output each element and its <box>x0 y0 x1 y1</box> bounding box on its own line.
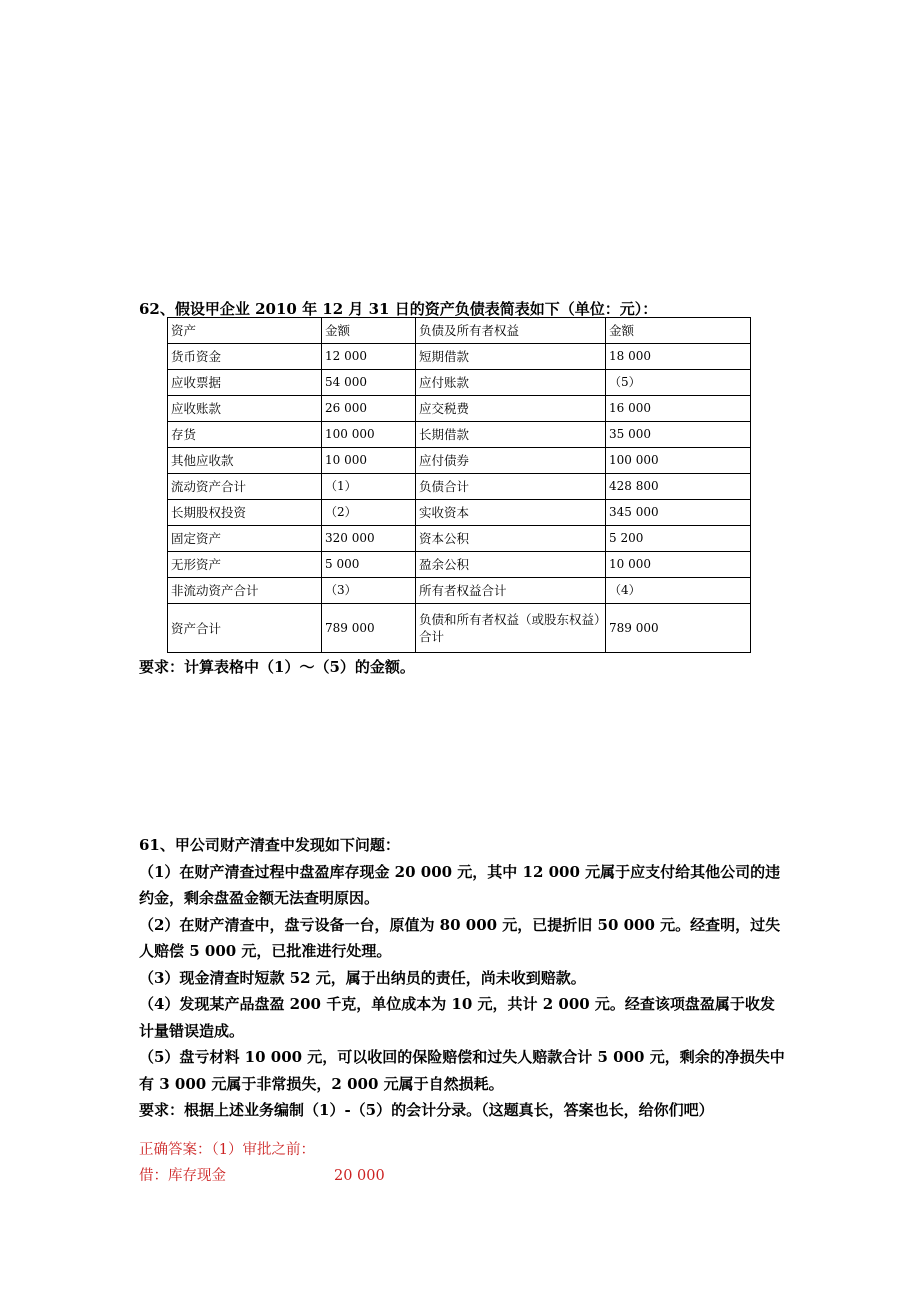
table-cell: （2） <box>322 500 416 526</box>
header-cell: 资产 <box>168 318 322 344</box>
table-cell: 应付账款 <box>416 370 606 396</box>
table-row <box>168 370 751 396</box>
table-cell: （3） <box>322 578 416 604</box>
table-cell: 无形资产 <box>168 552 322 578</box>
table-row <box>168 552 751 578</box>
table-cell: 428 800 <box>606 474 751 500</box>
journal-entry-line <box>139 1163 385 1189</box>
table-header-row <box>168 318 751 344</box>
table-cell: 实收资本 <box>416 500 606 526</box>
table-cell: 其他应收款 <box>168 448 322 474</box>
table-cell: 应收票据 <box>168 370 322 396</box>
table-row <box>168 578 751 604</box>
table-cell: 固定资产 <box>168 526 322 552</box>
table-cell: 所有者权益合计 <box>416 578 606 604</box>
header-cell: 金额 <box>322 318 416 344</box>
question-61-item: （2）在财产清查中，盘亏设备一台，原值为 80 000 元，已提折旧 50 000 元。经查明，过失人赔偿 5 000 元，已批准进行处理。 <box>139 915 781 960</box>
table-cell: 资产合计 <box>168 604 322 653</box>
table-cell: 应交税费 <box>416 396 606 422</box>
question-61-item: （5）盘亏材料 10 000 元，可以收回的保险赔偿和过失人赔款合计 5 000 元，剩余的净损失中有 3 000 元属于非常损失，2 000 元属于自然损耗。 <box>139 1048 785 1093</box>
table-cell: （4） <box>606 578 751 604</box>
answer-heading: 正确答案：（1）审批之前： <box>139 1142 315 1158</box>
question-62-title: 62、假设甲企业 2010 年 12 月 31 日的资产负债表简表如下（单位：元）： <box>139 300 658 318</box>
table-cell: 5 200 <box>606 526 751 552</box>
table-cell: 流动资产合计 <box>168 474 322 500</box>
journal-entry-account: 借：库存现金 <box>139 1168 226 1184</box>
header-cell: 负债及所有者权益 <box>416 318 606 344</box>
question-61-title: 61、甲公司财产清查中发现如下问题： <box>139 836 400 854</box>
table-cell: 16 000 <box>606 396 751 422</box>
table-cell: 长期股权投资 <box>168 500 322 526</box>
table-cell: 应付债券 <box>416 448 606 474</box>
question-61-item: （3）现金清查时短款 52 元，属于出纳员的责任，尚未收到赔款。 <box>139 968 586 987</box>
table-cell: 100 000 <box>606 448 751 474</box>
table-cell: 12 000 <box>322 344 416 370</box>
question-61-item: （1）在财产清查过程中盘盈库存现金 20 000 元，其中 12 000 元属于应支付给其他公司的违约金，剩余盘盈金额无法查明原因。 <box>139 862 781 907</box>
table-cell: 负债合计 <box>416 474 606 500</box>
table-cell: 10 000 <box>606 552 751 578</box>
table-cell: 789 000 <box>322 604 416 653</box>
table-cell: 26 000 <box>322 396 416 422</box>
table-row <box>168 604 751 653</box>
table-cell: 应收账款 <box>168 396 322 422</box>
table-cell: 789 000 <box>606 604 751 653</box>
question-61 <box>139 832 789 1124</box>
table-cell: （5） <box>606 370 751 396</box>
table-row <box>168 500 751 526</box>
table-cell: 资本公积 <box>416 526 606 552</box>
table-cell: 100 000 <box>322 422 416 448</box>
balance-sheet-table <box>167 317 751 653</box>
table-cell: 10 000 <box>322 448 416 474</box>
journal-entry-amount: 20 000 <box>334 1168 385 1184</box>
table-cell: 存货 <box>168 422 322 448</box>
table-cell: 345 000 <box>606 500 751 526</box>
table-row <box>168 448 751 474</box>
question-61-requirement: 要求：根据上述业务编制（1）-（5）的会计分录。（这题真长，答案也长，给你们吧） <box>139 1101 714 1119</box>
table-cell: 非流动资产合计 <box>168 578 322 604</box>
table-row <box>168 526 751 552</box>
table-cell: 320 000 <box>322 526 416 552</box>
table-row <box>168 422 751 448</box>
table-cell: 5 000 <box>322 552 416 578</box>
table-cell: 货币资金 <box>168 344 322 370</box>
table-cell: 负债和所有者权益（或股东权益）合计 <box>416 604 606 653</box>
question-61-item: （4）发现某产品盘盈 200 千克，单位成本为 10 元，共计 2 000 元。经查该项盘盈属于收发计量错误造成。 <box>139 995 775 1040</box>
table-row <box>168 344 751 370</box>
table-cell: 35 000 <box>606 422 751 448</box>
table-cell: 短期借款 <box>416 344 606 370</box>
header-cell: 金额 <box>606 318 751 344</box>
answer-section <box>139 1137 385 1189</box>
table-row <box>168 474 751 500</box>
table-cell: 长期借款 <box>416 422 606 448</box>
table-cell: 54 000 <box>322 370 416 396</box>
table-row <box>168 396 751 422</box>
table-cell: 18 000 <box>606 344 751 370</box>
question-62-requirement: 要求：计算表格中（1）～（5）的金额。 <box>139 658 415 676</box>
table-cell: （1） <box>322 474 416 500</box>
table-cell: 盈余公积 <box>416 552 606 578</box>
